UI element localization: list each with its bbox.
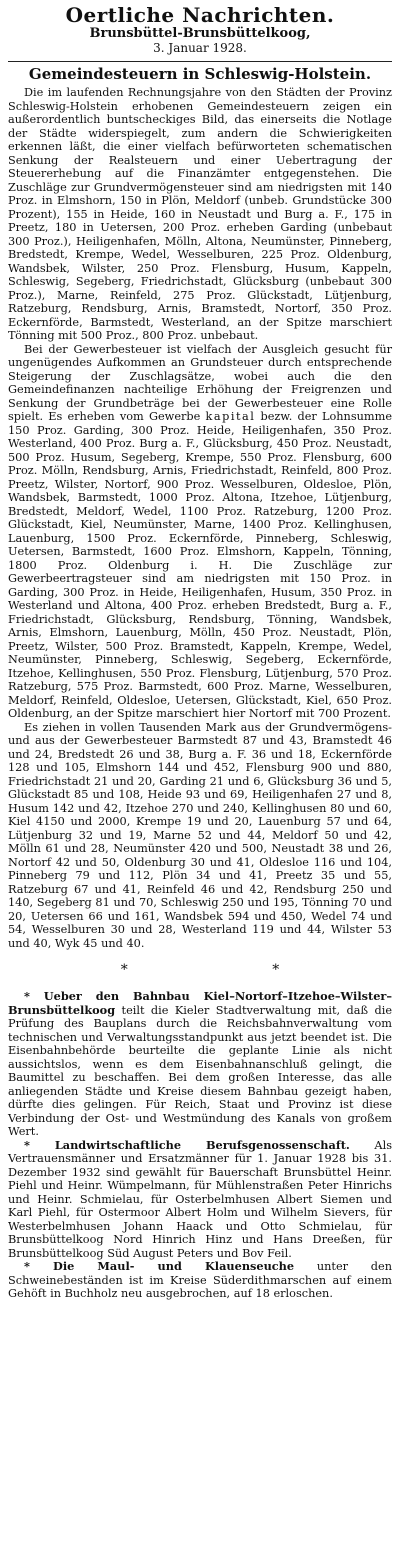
- paragraph-2-text: Bei der Gewerbesteuer ist vielfach der Ausgleich gesucht für ungenügendes Aufkommen an Grundsteuer durch entsprechende Steigerung der Zuschlagsätze, wobei auch die den Gemeindefinanzen nachteilige Erhöhung der Freigrenzen und Senkung der Grundbeträge bei der Gewerbesteuer eine Rolle spielt. Es erheben vom Gewerbe: [8, 342, 392, 423]
- article-headline: Gemeindesteuern in Schleswig-Holstein.: [28, 65, 372, 83]
- article-paragraph-3: Es ziehen in vollen Tausenden Mark aus der Grundvermögens- und aus der Gewerbesteuer Barmstedt 87 und 43, Bramstedt 46 und 24, Bredstedt 26 und 38, Burg a. F. 36 und 18, Eckernförde 128 und 105, Elmshorn 144 und 452, Flensburg 900 und 880, Friedrichstadt 21 und 20, Garding 21 und 6, Glücksburg 36 und 5, Glückstadt 85 und 108, Heide 93 und 69, Heiligenhafen 27 und 8, Husum 142 und 42, Itzehoe 270 und 240, Kellinghusen 80 und 60, Kiel 4150 und 2000, Krempe 19 und 20, Lauenburg 57 und 64, Lütjenburg 32 und 19, Marne 52 und 44, Meldorf 50 und 42, Mölln 61 und 28, Neumünster 420 und 500, Neustadt 38 und 26, Nortorf 42 und 50, Oldenburg 30 und 41, Oldesloe 116 und 104, Pinneberg 79 und 112, Plön 34 und 41, Preetz 35 und 55, Ratzeburg 67 und 41, Reinfeld 46 und 42, Rendsburg 250 und 140, Segeberg 81 und 70, Schleswig 250 und 195, Tönning 70 und 20, Uetersen 66 und 161, Wandsbek 594 und 450, Wedel 74 und 54, Wesselburen 30 und 28, Westerland 119 und 44, Wilster 53 und 40, Wyk 45 und 40.: [8, 720, 392, 950]
- news-item-cooperative-title: * Landwirtschaftliche Berufsgenossenschaft.: [24, 1137, 350, 1152]
- paragraph-2-rest: bezw. der Lohnsumme 150 Proz. Garding, 300 Proz. Heide, Heiligenhafen, 350 Proz. Westerland, 400 Proz. Burg a. F., Glücksburg, 450 Proz. Neustadt, 500 Proz. Husum, Segeberg, Krempe, 550 Proz. Flensburg, 600 Proz. Mölln, Rendsburg, Arnis, Friedrichstadt, Reinfeld, 800 Proz. Preetz, Wilster, Nortorf, 900 Proz. Wesselburen, Oldesloe, Plön, Wandsbek, Barmstedt, 1000 Proz. Altona, Itzehoe, Lütjenburg, Bredstedt, Meldorf, Wedel, 1100 Proz. Ratzeburg, 1200 Proz. Glückstadt, Kiel, Neumünster, Marne, 1400 Proz. Kellinghusen, Lauenburg, 1500 Proz. Eckernförde, Pinneberg, Schleswig, Uetersen, Barmstedt, 1600 Proz. Elmshorn, Kappeln, Tönning, 1800 Proz. Oldenburg i. H. Die Zuschläge zur Gewerbeertragsteuer sind am niedrigsten mit 150 Proz. in Garding, 300 Proz. in Heide, Heiligenhafen, Husum, 350 Proz. in Westerland und Altona, 400 Proz. erheben Bredstedt, Burg a. F., Friedrichstadt, Glücksburg, Rendsburg, Tönning, Wandsbek, Arnis, Elmshorn, Lauenburg, Mölln, 450 Proz. Neustadt, Plön, Preetz, Wilster, 500 Proz. Bramstedt, Kappeln, Krempe, Wedel, Neumünster, Pinneberg, Schleswig, Segeberg, Eckernförde, Itzehoe, Kellinghusen, 550 Proz. Flensburg, Lütjenburg, 570 Proz. Ratzeburg, 575 Proz. Barmstedt, 600 Proz. Marne, Wesselburen, Meldorf, Reinfeld, Oldesloe, Uetersen, Glückstadt, Kiel, 650 Proz. Oldenburg, an der Spitze marschiert hier Nortorf mit 700 Prozent.: [8, 410, 393, 720]
- news-item-disease: [8, 1260, 392, 1301]
- spaced-word: kapital: [205, 410, 256, 423]
- news-item-cooperative-text: Als Vertrauensmänner und Ersatzmänner für 1. Januar 1928 bis 31. Dezember 1932 sind gewählt für Bauerschaft Brunsbüttel Heinr. Piehl und Heinr. Wümpelmann, für Mühlenstraßen Peter Hinrichs und Heinr. Schmielau, für Osterbelmhusen Albert Siemen und Karl Piehl, für Ostermoor Albert Holm und Wilhelm Sievers, für Westerbelmhusen Johann Haack und Otto Schmielau, für Brunsbüttelkoog Nord Hinrich Hinz und Hans Dreeßen, für Brunsbüttelkoog Süd August Peters und Bov Feil.: [8, 1138, 392, 1260]
- news-item-railway-text: teilt die Kieler Stadtverwaltung mit, daß die Prüfung des Bauplans durch die Reichsbahnverwaltung vom technischen und Verwaltungsstandpunkt aus jetzt beendet ist. Die Eisenbahnbehörde beurteilte die geplante Linie als nicht aussichtslos, wenn es dem Eisenbahnanschluß gelingt, die Baumittel zu beschaffen. Bei dem großen Interesse, das alle anliegenden Städte und Kreise diesem Bahnbau gezeigt haben, dürfte dies gelingen. Für Reich, Staat und Provinz ist diese Verbindung der Ost- und Westmündung des Kanals von großem Wert.: [8, 1003, 392, 1138]
- news-item-railway-title: * Ueber den Bahnbau Kiel–Nortorf–Itzehoe–Wilster–Brunsbüttelkoog: [8, 989, 392, 1017]
- article-paragraph-2: [8, 343, 392, 721]
- news-item-cooperative: [8, 1139, 392, 1261]
- dateline-place: Brunsbüttel-Brunsbüttelkoog,: [89, 26, 311, 41]
- section-separator: * *: [120, 962, 350, 978]
- article-paragraph-1: Die im laufenden Rechnungsjahre von den Städten der Provinz Schleswig-Holstein erhobenen Gemeindesteuern zeigen ein außerordentlich buntscheckiges Bild, das einerseits die Notlage der Städte widerspiegelt, zum andern die Schwierigkeiten erkennen läßt, die einer vielfach befürworteten schematischen Senkung der Realsteuern und einer Uebertragung der Steuererhebung auf die Finanzämter entgegenstehen. Die Zuschläge zur Grundvermögensteuer sind am niedrigsten mit 140 Proz. in Elmshorn, 150 in Plön, Meldorf (unbeb. Grundstücke 300 Prozent), 155 in Heide, 160 in Neustadt und Burg a. F., 175 in Preetz, 180 in Uetersen, 200 Proz. erheben Garding (unbebaut 300 Proz.), Heiligenhafen, Mölln, Altona, Neumünster, Pinneberg, Bredstedt, Krempe, Wedel, Wesselburen, 225 Proz. Oldenburg, Wandsbek, Wilster, 250 Proz. Flensburg, Husum, Kappeln, Schleswig, Segeberg, Friedrichstadt, Glücksburg (unbebaut 300 Proz.), Marne, Reinfeld, 275 Proz. Glückstadt, Lütjenburg, Ratzeburg, Rendsburg, Arnis, Bramstedt, Nortorf, 350 Proz. Eckernförde, Barmstedt, Westerland, an der Spitze marschiert Tönning mit 500 Proz., 800 Proz. unbebaut.: [8, 86, 392, 342]
- news-item-railway: [8, 990, 392, 1139]
- news-item-disease-title: * Die Maul- und Klauenseuche: [24, 1259, 295, 1273]
- news-item-disease-text: unter den Schweinebeständen ist im Kreise Süderdithmarschen auf einem Gehöft in Buchholz neu ausgebrochen, auf 18 erloschen.: [8, 1260, 392, 1300]
- section-masthead: Oertliche Nachrichten.: [65, 3, 335, 27]
- dateline-date: 3. Januar 1928.: [153, 41, 247, 55]
- divider: [8, 61, 392, 62]
